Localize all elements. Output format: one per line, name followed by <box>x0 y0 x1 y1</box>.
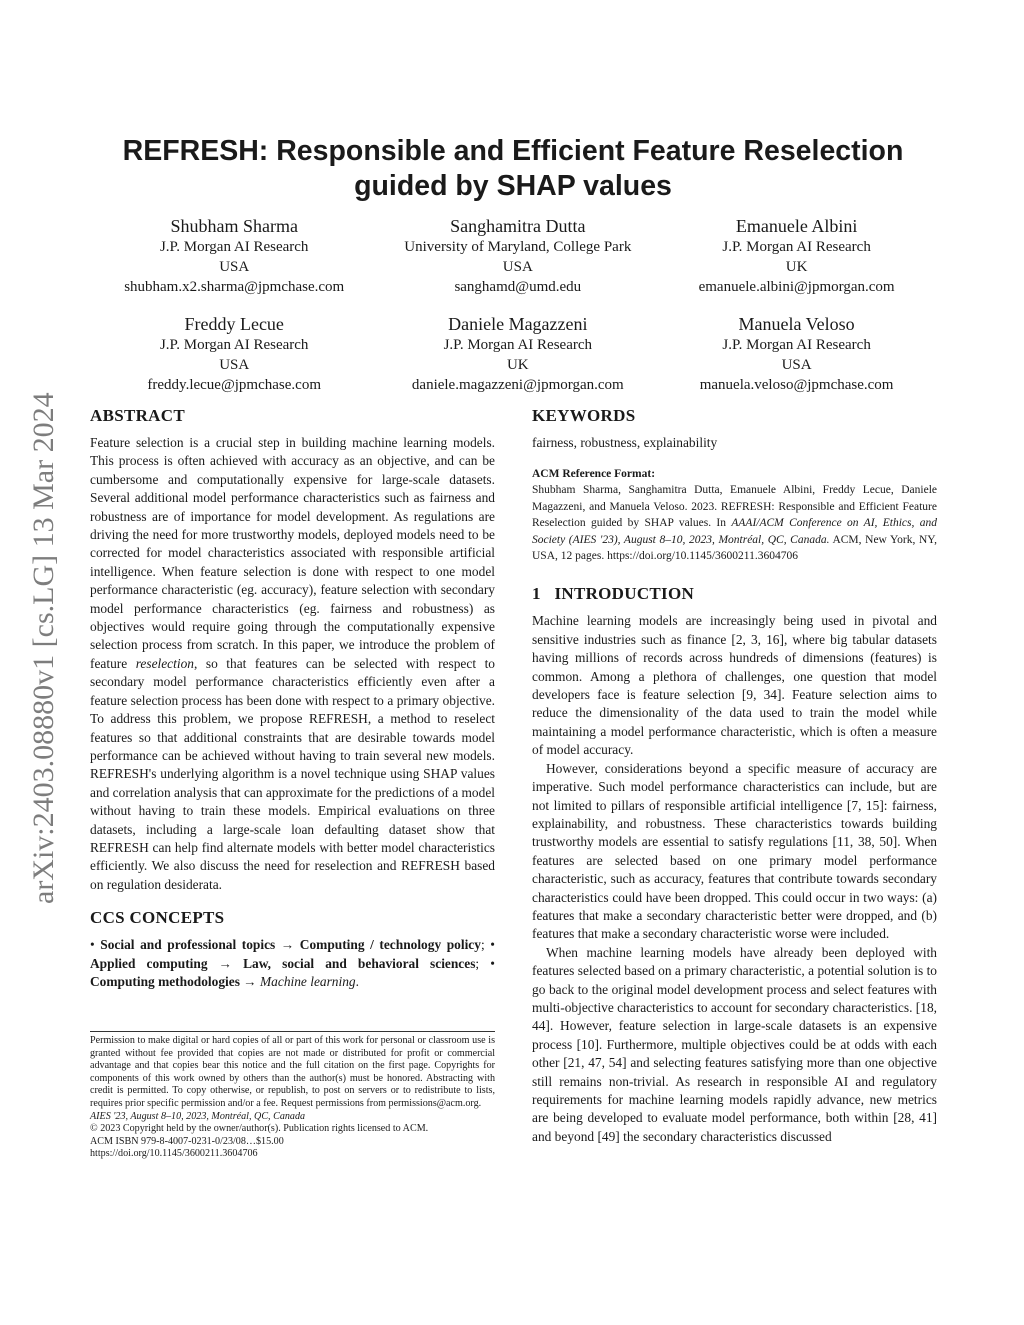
author-name: Daniele Magazzeni <box>448 314 588 334</box>
author-name: Sanghamitra Dutta <box>450 216 586 236</box>
author-affiliation: University of Maryland, College Park <box>404 239 632 255</box>
introduction-heading: 1 INTRODUCTION <box>532 584 695 604</box>
intro-paragraph-2: However, considerations beyond a specific measure of accuracy are imperative. Such model performance characteristics can include, but are not limited to pillars of responsible artificial intelligence [7, 15]: fairness, explainability, and robustness. These characteristics towards building trustworthy models are essential to satisfy regulations [11, 38, 50]. When features are selected based on one primary model performance characteristic, such as accuracy, features that contribute towards secondary characteristics could have been dropped. This could occur in two ways: (a) features that make a secondary characteristic better were dropped, and (b) features that make a secondary characteristic worse were included. <box>532 760 937 942</box>
author-row-2 <box>90 312 936 410</box>
author-affiliation: J.P. Morgan AI Research <box>159 337 309 353</box>
ccs-bullet: • <box>490 937 495 953</box>
author-country: USA <box>781 357 812 373</box>
author-affiliation: J.P. Morgan AI Research <box>443 337 593 353</box>
author-name: Shubham Sharma <box>170 216 298 236</box>
keywords-heading: KEYWORDS <box>532 406 636 425</box>
ccs-concept-target: Computing / technology policy <box>299 937 481 953</box>
author-name: Manuela Veloso <box>738 314 855 334</box>
acm-reference-text <box>532 482 937 564</box>
author-card <box>90 214 378 312</box>
author-card <box>90 312 378 410</box>
title-line-1: REFRESH: Responsible and Efficient Feature Reselection <box>122 135 904 167</box>
abstract-text-part: , so that features can be selected with respect to secondary model performance characteristics efficiently even after a feature selection process has been done with respect to a primary objective. To address this problem, we propose REFRESH, a method to reselect features so that additional constraints that are desirable towards model performance can be achieved without having to train several new models. REFRESH's underlying algorithm is a novel technique using SHAP values and correlation analysis that can approximate for the predictions of a model without having to train these models. Empirical evaluations on three datasets, including a large-scale loan defaulting dataset show that REFRESH can help find alternate models with better model characteristics efficiently. We also discuss the need for reselection and REFRESH based on regulation desiderata. <box>90 655 495 892</box>
left-column <box>90 404 495 991</box>
abstract-heading: ABSTRACT <box>90 406 185 425</box>
author-country: USA <box>502 259 533 275</box>
author-email: freddy.lecue@jpmchase.com <box>147 377 321 393</box>
ccs-heading: CCS CONCEPTS <box>90 908 225 928</box>
author-email: emanuele.albini@jpmorgan.com <box>698 279 895 295</box>
ccs-arrow: → <box>280 937 295 953</box>
abstract-text-part: Feature selection is a crucial step in building machine learning models. This process is often achieved with accuracy as an objective, and can be cumbersome and computationally expensive for large-scale datasets. Several additional model performance characteristics such as fairness and robustness are of importance for model development. As regulations are driving the need for more trustworthy models, deployed models need to be corrected for model characteristics associated with responsible artificial intelligence. When feature selection is done with respect to one model performance characteristic (eg. accuracy), feature selection with secondary model performance characteristics (eg. fairness and robustness) as objectives would require going through the computationally expensive selection process from scratch. In this paper, we introduce the problem of feature <box>90 435 495 671</box>
permission-footnote <box>90 1031 495 1161</box>
author-affiliation: J.P. Morgan AI Research <box>722 239 871 255</box>
author-email: daniele.magazzeni@jpmorgan.com <box>411 377 624 393</box>
author-name: Freddy Lecue <box>184 314 284 334</box>
ccs-arrow: → <box>218 955 233 971</box>
permission-text: Permission to make digital or hard copies of all or part of this work for personal or classroom use is granted without fee provided that copies are not made or distributed for profit or commercial advantage and that copies bear this notice and the full citation on the first page. Copyrights for components of this work owned by others than the author(s) must be honored. Abstracting with credit is permitted. To copy otherwise, or republish, to post on servers or to redistribute to lists, requires prior specific permission and/or a fee. Request permissions from permissions@acm.org. <box>90 1035 495 1109</box>
author-country: USA <box>219 357 250 373</box>
intro-paragraph-3: When machine learning models have already been deployed with features selected based on a primary characteristic, a potential solution is to go back to the original model development process and select features with multi-objective characteristics to account for secondary characteristics. [18, 44]. However, feature selection in large-scale datasets is an expensive process [10]. Furthermore, multiple objectives could be at odds with each other [21, 47, 54] and selecting features satisfying more than one objective still remains non-trivial. As research in responsible AI and regulatory requirements for machine learning models rapidly advance, new metrics are being developed to evaluate model performance, both within [28, 41] and beyond [49] the secondary characteristics discussed <box>532 944 937 1144</box>
abstract-text <box>90 434 495 894</box>
right-column <box>532 404 937 1146</box>
acm-reference-venue: AAAI/ACM Conference on AI, Ethics, and Society (AIES '23), August 8–10, 2023, Montréal, QC, Canada. <box>532 517 937 546</box>
arxiv-side-label: arXiv:2403.08880v1 [cs.LG] 13 Mar 2024 <box>27 392 60 904</box>
copyright-text: © 2023 Copyright held by the owner/author(s). Publication rights licensed to ACM. <box>90 1123 429 1135</box>
isbn-text: ACM ISBN 979-8-4007-0231-0/23/08…$15.00 <box>90 1135 284 1147</box>
title-line-2: guided by SHAP values <box>354 170 672 202</box>
author-card <box>378 214 657 312</box>
author-affiliation: J.P. Morgan AI Research <box>722 337 871 353</box>
paper-title <box>90 134 936 204</box>
ccs-separator: ; <box>480 937 485 953</box>
author-card <box>657 312 936 410</box>
author-row-1 <box>90 214 936 312</box>
ccs-text <box>90 936 495 991</box>
intro-paragraph-1: Machine learning models are increasingly being used in pivotal and sensitive industries such as finance [2, 3, 16], where big tabular datasets having millions of records across hundreds of dimensions (features) is common. Among a plethora of challenges, one question that model developers face is feature selection [9, 34]. Feature selection aims to reduce the dimensionality of the data used to train the model while maintaining a model performance characteristic, which is often a measure of model accuracy. <box>532 613 937 758</box>
author-country: UK <box>506 357 529 373</box>
ccs-concept-target: Machine learning <box>260 973 356 989</box>
ccs-concept: Applied computing <box>90 955 208 971</box>
ccs-separator: ; <box>475 955 480 971</box>
author-email: sanghamd@umd.edu <box>454 279 582 295</box>
ccs-end: . <box>355 973 359 989</box>
acm-reference-part: ACM, New York, NY, USA, 12 pages. https://doi.org/10.1145/3600211.3604706 <box>532 533 937 563</box>
author-block <box>90 214 936 410</box>
ccs-arrow: → <box>243 973 257 989</box>
author-email: manuela.veloso@jpmchase.com <box>699 377 894 393</box>
ccs-bullet: • <box>490 955 495 971</box>
author-card <box>657 214 936 312</box>
ccs-concept: Social and professional topics <box>100 937 276 953</box>
ccs-concept-target: Law, social and behavioral sciences <box>243 955 476 971</box>
acm-reference-part: Shubham Sharma, Sanghamitra Dutta, Emanuele Albini, Freddy Lecue, Daniele Magazzeni, and Manuela Veloso. 2023. REFRESH: Responsible and Efficient Feature Reselection guided by SHAP values. In <box>532 484 937 530</box>
author-country: UK <box>785 259 808 275</box>
ccs-concept: Computing methodologies <box>90 973 240 989</box>
venue-text <box>90 1111 495 1124</box>
author-name: Emanuele Albini <box>735 216 858 236</box>
acm-reference-heading: ACM Reference Format: <box>532 468 656 481</box>
ccs-bullet: • <box>90 937 95 953</box>
author-affiliation: J.P. Morgan AI Research <box>159 239 309 255</box>
keywords-text: fairness, robustness, explainability <box>532 435 718 450</box>
doi-text: https://doi.org/10.1145/3600211.3604706 <box>90 1148 258 1160</box>
author-email: shubham.x2.sharma@jpmchase.com <box>124 279 345 295</box>
venue: AIES '23, August 8–10, 2023, Montréal, QC, Canada <box>90 1110 306 1122</box>
author-country: USA <box>219 259 250 275</box>
author-card <box>378 312 657 410</box>
abstract-emphasis: reselection <box>135 655 194 671</box>
